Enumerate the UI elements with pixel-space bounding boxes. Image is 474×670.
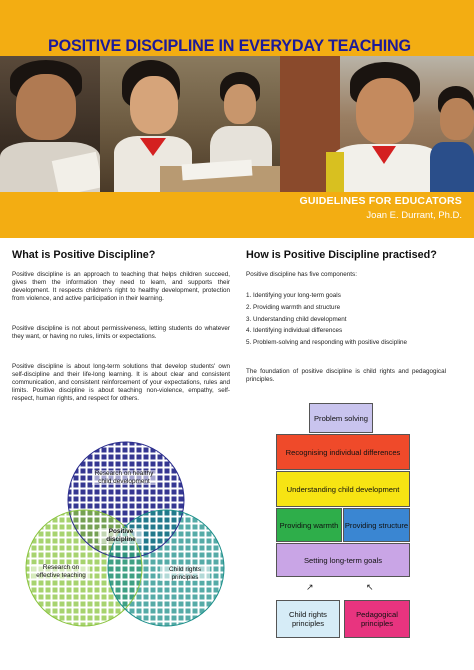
component-item: 2. Providing warmth and structure [246,303,341,311]
author-name: Joan E. Durrant, Ph.D. [366,210,462,221]
photo-classroom [100,56,280,192]
photo-boy-writing [0,56,100,192]
header-band [0,0,474,238]
page-title: POSITIVE DISCIPLINE IN EVERYDAY TEACHING [48,37,411,55]
photo-boy-backpack [280,56,474,192]
component-item: 3. Understanding child development [246,315,347,323]
venn-label-center: Positive discipline [98,528,144,543]
pyramid-problem-solving: Problem solving [309,403,373,433]
components-list [246,290,407,349]
pyramid-child-rights: Child rights principles [276,600,340,638]
pyramid-structure: Providing structure [343,508,410,542]
arrow-up-right-icon: ↖ [366,582,374,592]
right-heading: How is Positive Discipline practised? [246,249,437,261]
venn-label-left: Research on effective teaching [32,564,90,579]
left-heading: What is Positive Discipline? [12,249,156,261]
pyramid-goals: Setting long-term goals [276,543,410,577]
venn-label-right: Child rights principles [160,566,210,581]
venn-diagram [10,440,240,630]
guidelines-heading: GUIDELINES FOR EDUCATORS [299,195,462,207]
left-paragraph-2: Positive discipline is not about permissiveness, letting students do whatever they want, or having no rules, limits or expectations. [12,325,230,341]
left-paragraph-3: Positive discipline is about long-term solutions that develop students' own self-discipline and their life-long learning. It is about clear and consistent communication, and consistent reinforcement of your expectations, rules and limits. Positive discipline is about teaching non-violence, empathy, self-respect, human rights, and respect for others. [12,363,230,403]
pyramid-pedagogical: Pedagogical principles [344,600,410,638]
component-item: 1. Identifying your long-term goals [246,292,341,299]
arrow-up-left-icon: ↗ [306,582,314,592]
components-intro: Positive discipline has five components: [246,271,357,278]
photo-strip [0,56,474,192]
component-item: 5. Problem-solving and responding with positive discipline [246,339,408,347]
foundation-text: The foundation of positive discipline is child rights and pedagogical principles. [246,368,446,384]
left-paragraph-1: Positive discipline is an approach to teaching that helps children succeed, gives them the information they need to learn, and supports their development. It respects children's right to healthy development, protection from violence, and active participation in their learning. [12,271,230,303]
component-item: 4. Identifying individual differences [246,327,343,335]
pyramid-warmth: Providing warmth [276,508,342,542]
venn-label-top: Research on healthy child development [92,470,156,485]
pyramid-recognising: Recognising individual differences [276,434,410,470]
pyramid-understanding: Understanding child development [276,471,410,507]
